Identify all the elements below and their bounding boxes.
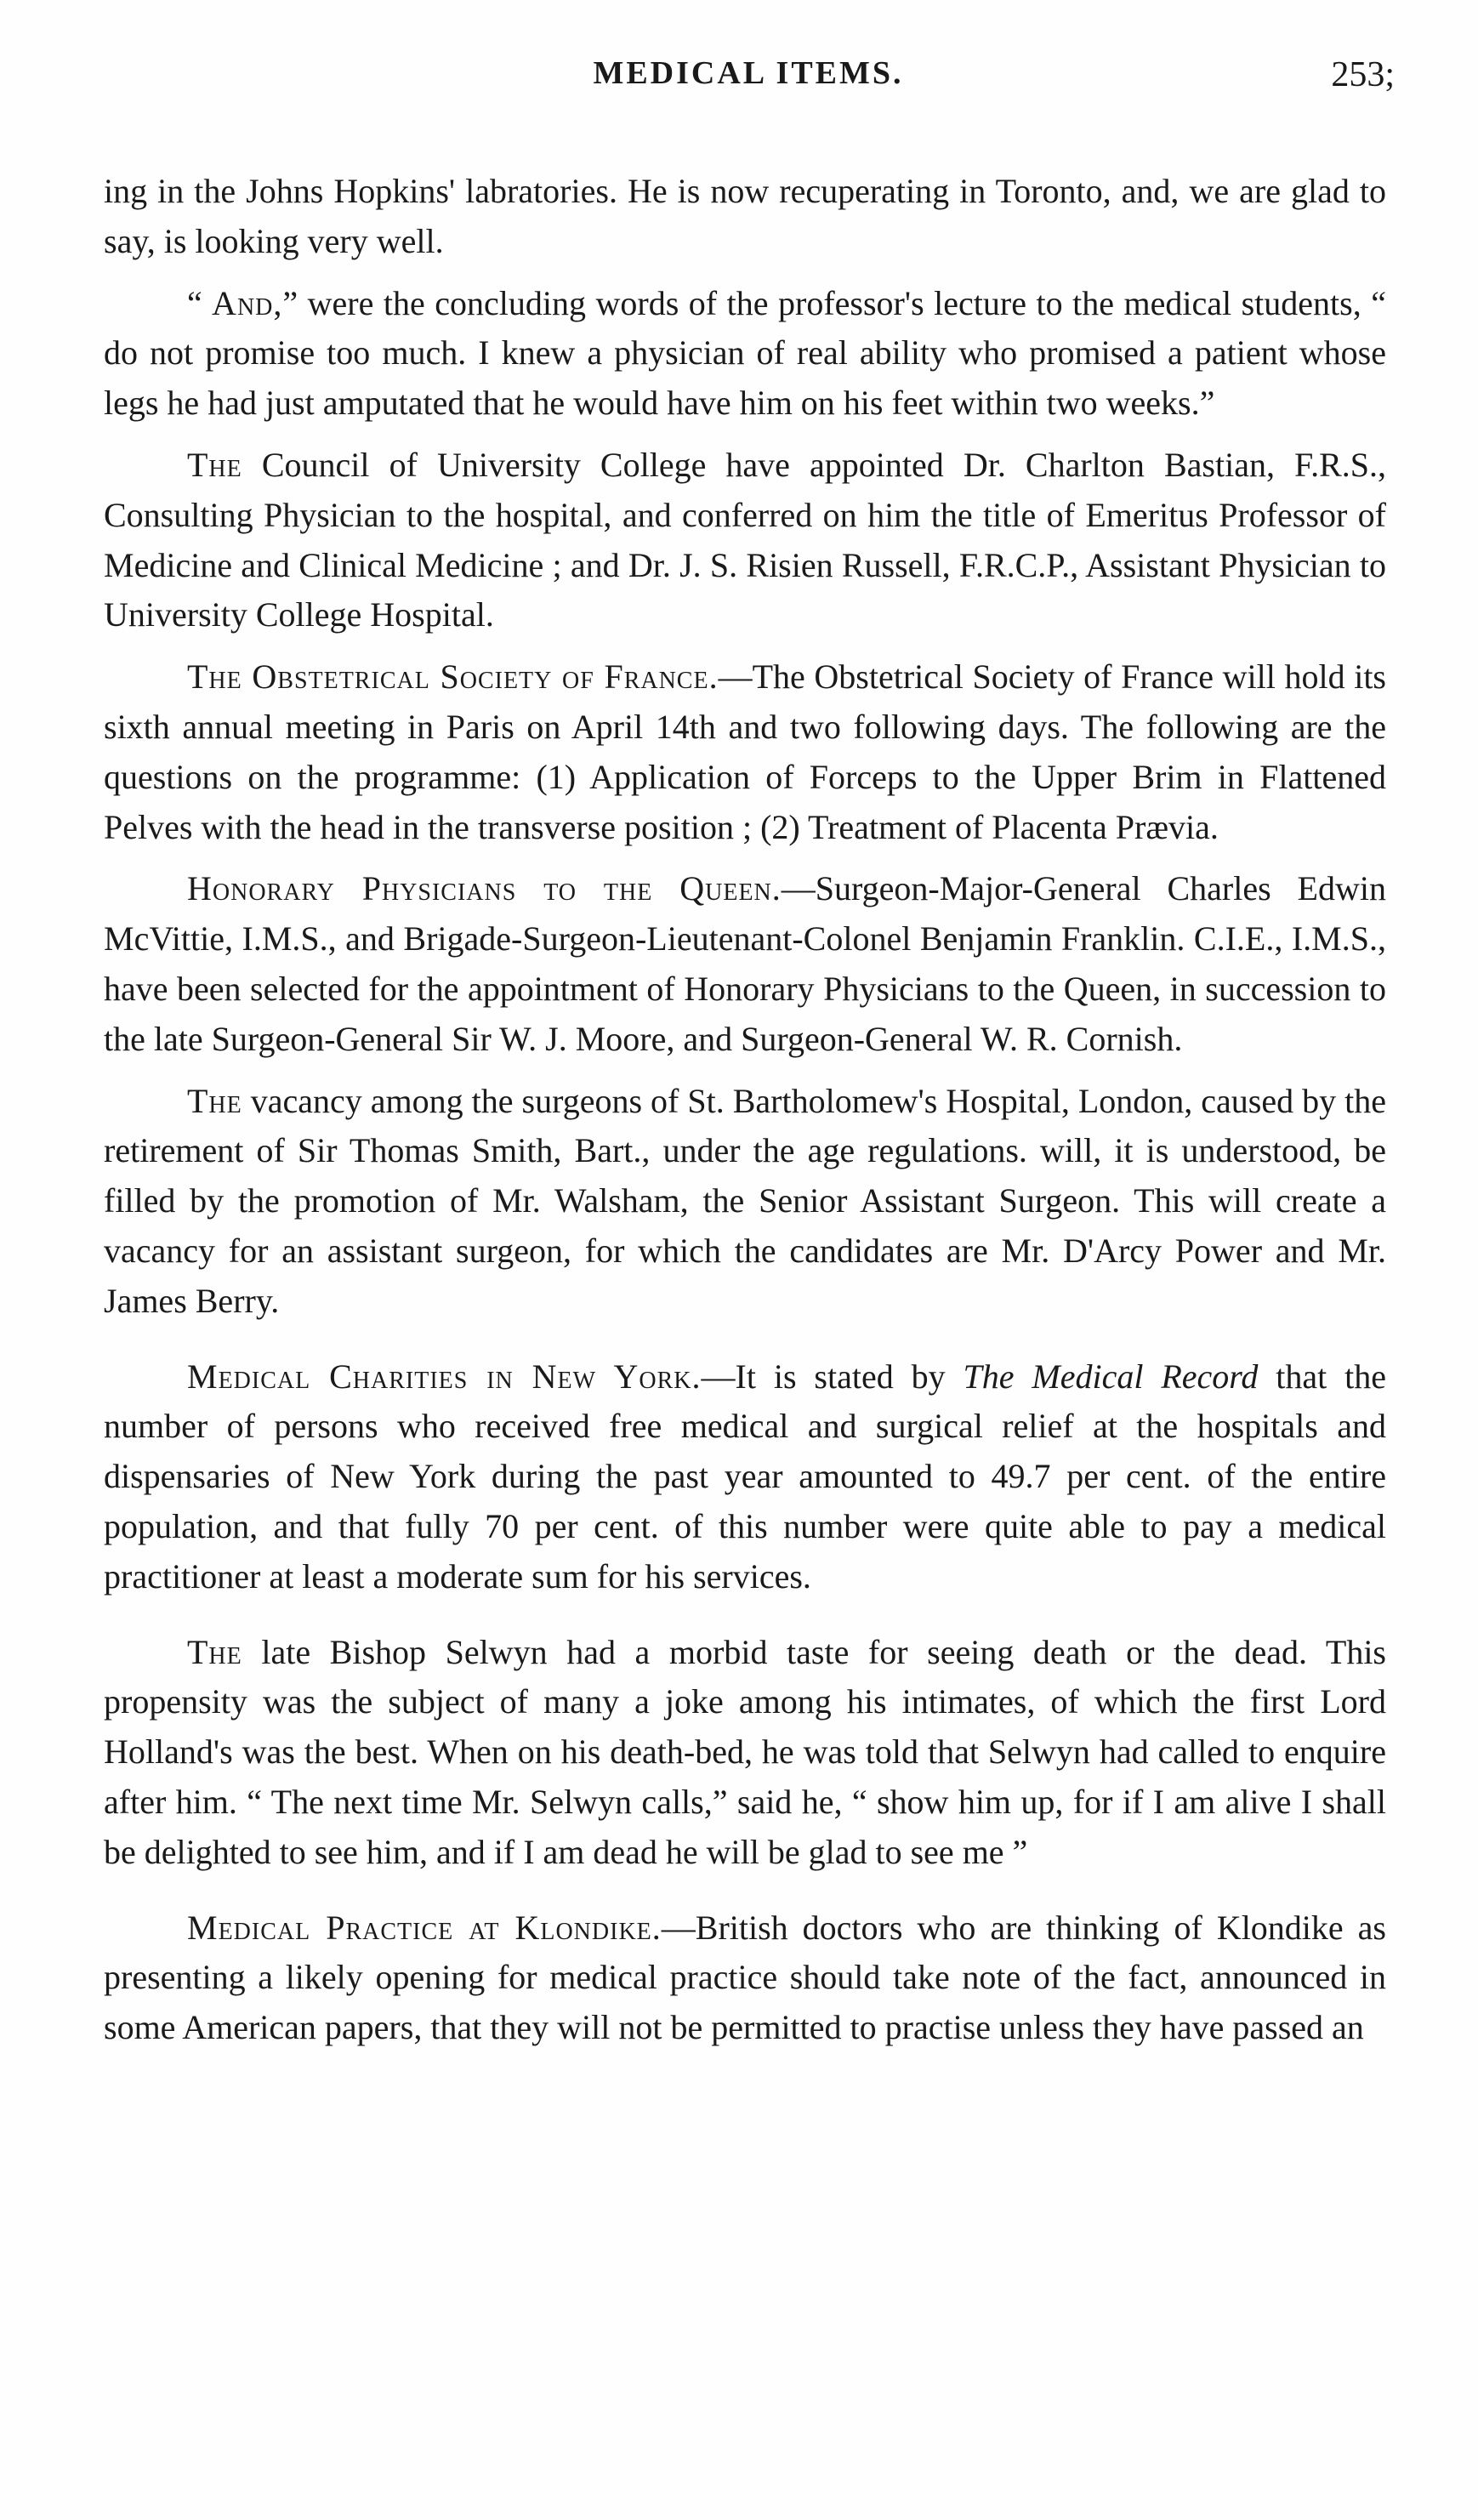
paragraph-text: —It is stated by (701, 1357, 964, 1396)
paragraph-text: ” were the concluding words of the professor's lecture to the medical students, “ do not promise too much. I knew a physician of real ability who promised a patient whose legs he had just amputated that he would have him on his feet within two weeks.” (104, 283, 1386, 423)
paragraph-text: ing in the Johns Hopkins' labratories. He is now recuperating in Toronto, and, we are glad to say, is looking very well. (104, 172, 1386, 260)
paragraph-text: Council of University College have appointed Dr. Charlton Bastian, F.R.S., Consulting Physician to the hospital, and conferred on him the title of Emeritus Professor of Medicine and Clinical Medicine ; and Dr. J. S. Risien Russell, F.R.C.P., Assistant Physician to University College Hospital. (104, 445, 1386, 634)
paragraph-lead: Medical Practice at Klondike. (187, 1908, 662, 1947)
paragraph-text: that the number of persons who received free medical and surgical relief at the hospitals and dispensaries of New York during the past year amounted to 49.7 per cent. of the entire population, and that fully 70 per cent. of this number were quite able to pay a medical practitioner at least a moderate sum for his services. (104, 1357, 1387, 1596)
paragraph-text: —British doctors who are thinking of Klondike as presenting a likely opening for medical practice should take note of the fact, announced in some American papers, that they will not be permitted to practise unless they have passed an (104, 1908, 1386, 2047)
paragraph-lead: Honorary Physicians to the Queen. (187, 869, 782, 908)
paragraph-lead: The Obstetrical Society of France. (187, 657, 719, 697)
paragraph-johns-hopkins (104, 167, 1386, 267)
paragraph-lead: “ And, (187, 283, 283, 322)
paragraph-obstetrical-society (104, 652, 1386, 852)
paragraph-lead: The (187, 1632, 242, 1671)
paragraph-klondike (104, 1903, 1386, 2053)
paragraph-university-college (104, 441, 1386, 640)
paragraph-lead: The (187, 1081, 242, 1120)
running-header (102, 54, 1395, 105)
paragraph-text: —Surgeon-Major-General Charles Edwin McVittie, I.M.S., and Brigade-Surgeon-Lieutenant-Colonel Benjamin Franklin. C.I.E., I.M.S., have been selected for the appointment of Honorary Physicians to the Queen, in succession to the late Surgeon-General Sir W. J. Moore, and Surgeon-General W. R. Cornish. (104, 869, 1386, 1058)
page-number: 253; (1331, 55, 1395, 94)
paragraph-text: late Bishop Selwyn had a morbid taste for seeing death or the dead. This propensity was the subject of many a joke among his intimates, of which the first Lord Holland's was the best. When on his death-bed, he was told that Selwyn had called to enquire after him. “ The next time Mr. Selwyn calls,” said he, “ show him up, for if I am alive I shall be delighted to see him, and if I am dead he will be glad to see me ” (104, 1632, 1386, 1871)
paragraph-lead: Medical Charities in New York. (187, 1357, 702, 1396)
running-title: MEDICAL ITEMS. (593, 55, 904, 91)
paragraph-honorary-physicians (104, 864, 1386, 1064)
paragraph-bishop-selwyn (104, 1628, 1386, 1878)
paragraph-medical-charities (104, 1352, 1386, 1602)
paragraph-text: vacancy among the surgeons of St. Bartholomew's Hospital, London, caused by the retirement of Sir Thomas Smith, Bart., under the age regulations. will, it is understood, be filled by the promotion of Mr. Walsham, the Senior Assistant Surgeon. This will create a vacancy for an assistant surgeon, for which the candidates are Mr. D'Arcy Power and Mr. James Berry. (104, 1081, 1386, 1320)
paragraph-text: —The Obstetrical Society of France will hold its sixth annual meeting in Paris on April 14th and two following days. The following are the questions on the programme: (1) Application of Forceps to the Upper Brim in Flattened Pelves with the head in the transverse position ; (2) Treatment of Placenta Prævia. (104, 657, 1386, 846)
paragraph-professor-lecture (104, 279, 1386, 429)
journal-title: The Medical Record (963, 1357, 1259, 1396)
article-body (104, 167, 1386, 2065)
paragraph-st-bartholomews (104, 1077, 1386, 1327)
paragraph-lead: The (187, 445, 242, 484)
